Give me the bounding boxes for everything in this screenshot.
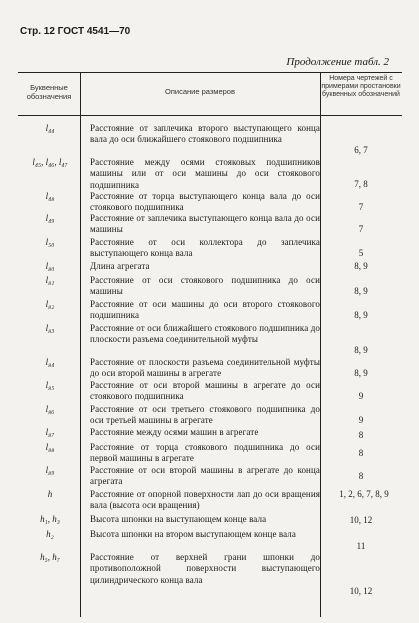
row-symbol: l₄₅, l₄₆, l₄₇ (32, 157, 68, 167)
row-figures: 9 (358, 391, 364, 401)
row-figures: 11 (356, 541, 366, 551)
row-figures: 10, 12 (349, 515, 373, 525)
row-description: Расстояние от плоскости разъема соединительной муфты до оси второй машины в агрегате (90, 357, 320, 379)
table-continuation-label: Продолжение табл. 2 (286, 56, 389, 68)
row-figures: 7 (358, 224, 364, 234)
row-symbol: h (47, 489, 53, 499)
row-symbol: l₈₄ (45, 357, 55, 367)
row-figures: 5 (358, 248, 364, 258)
row-symbol: l₈₅ (45, 380, 55, 390)
row-symbol: l₈₁ (45, 275, 55, 285)
row-description: Расстояние от оси коллектора до заплечика выступающего конца вала (90, 237, 320, 259)
row-figures: 7 (358, 202, 364, 212)
row-symbol: l₈₈ (45, 442, 55, 452)
row-symbol: l₄₄ (45, 123, 55, 133)
column-header-figures: Номера чертежей с примерами простановки буквенных обозначений (321, 75, 401, 98)
row-description: Расстояние от оси третьего стоякового подшипника до оси третьей машины в агрегате (90, 404, 320, 426)
row-description: Расстояние между осями стояковых подшипников машины или от оси машины до оси стоякового подшипника (90, 157, 320, 190)
row-symbol: l₅₀ (45, 237, 55, 247)
row-figures: 8, 9 (354, 345, 368, 355)
row-figures: 7, 8 (354, 179, 368, 189)
row-symbol: l₈₇ (45, 427, 55, 437)
row-description: Высота шпонки на втором выступающем конце вала (90, 529, 296, 539)
row-description: Высота шпонки на выступающем конце вала (90, 514, 267, 524)
row-description: Расстояние от опорной поверхности лап до оси вращения вала (высота оси вращения) (90, 489, 320, 511)
row-symbol: l₈₃ (45, 323, 55, 333)
row-figures: 8 (358, 471, 364, 481)
row-description: Расстояние от торца стоякового подшипника до оси первой машины в агрегате (90, 442, 320, 464)
row-symbol: l₈₀ (45, 261, 55, 271)
row-description: Расстояние от заплечика выступающего конца вала до оси машины (90, 213, 320, 235)
row-description: Расстояние от оси стоякового подшипника до оси машины (90, 275, 320, 297)
row-figures: 8, 9 (354, 368, 368, 378)
row-description: Расстояние от оси второй машины в агрегате до оси стоякового подшипника (90, 380, 320, 402)
row-figures: 8, 9 (354, 261, 368, 271)
row-symbol: h₂ (46, 529, 54, 539)
row-symbol: l₄₈ (45, 191, 55, 201)
page-header: Стр. 12 ГОСТ 4541—70 (20, 26, 131, 37)
row-description: Расстояние от оси второй машины в агрегате до конца агрегата (90, 465, 320, 487)
row-description: Расстояние от заплечика второго выступающего конца вала до оси ближайшего стоякового подшипника (90, 123, 320, 145)
column-divider-symbol (80, 72, 81, 617)
row-description: Расстояние от оси ближайшего стоякового подшипника до плоскости разъема соединительной муфты (90, 323, 320, 345)
row-figures: 9 (358, 415, 364, 425)
row-symbol: l₈₉ (45, 465, 55, 475)
row-description: Расстояние от торца выступающего конца вала до оси стоякового подшипника (90, 191, 320, 213)
row-figures: 8 (358, 430, 364, 440)
row-description: Расстояние от оси машины до оси второго стоякового подшипника (90, 299, 320, 321)
column-header-symbol: Буквенные обозначения (26, 83, 72, 101)
row-symbol: l₄₉ (45, 213, 55, 223)
row-figures: 6, 7 (354, 145, 368, 155)
table-top-rule (18, 72, 402, 73)
row-figures: 8, 9 (354, 286, 368, 296)
table-header-rule (18, 115, 402, 116)
column-header-description: Описание размеров (165, 87, 235, 96)
row-figures: 8, 9 (354, 310, 368, 320)
row-description: Длина агрегата (90, 261, 150, 271)
row-description: Расстояние между осями машин в агрегате (90, 427, 259, 437)
row-symbol: h₅, h₇ (40, 552, 60, 562)
row-symbol: h₁, h₃ (40, 514, 60, 524)
row-symbol: l₈₂ (45, 299, 55, 309)
row-figures: 10, 12 (349, 586, 373, 596)
row-symbol: l₈₆ (45, 404, 55, 414)
row-figures: 8 (358, 448, 364, 458)
row-description: Расстояние от верхней грани шпонки до противоположной поверхности выступающего цилиндрического конца вала (90, 552, 320, 585)
row-figures: 1, 2, 6, 7, 8, 9 (339, 489, 389, 499)
